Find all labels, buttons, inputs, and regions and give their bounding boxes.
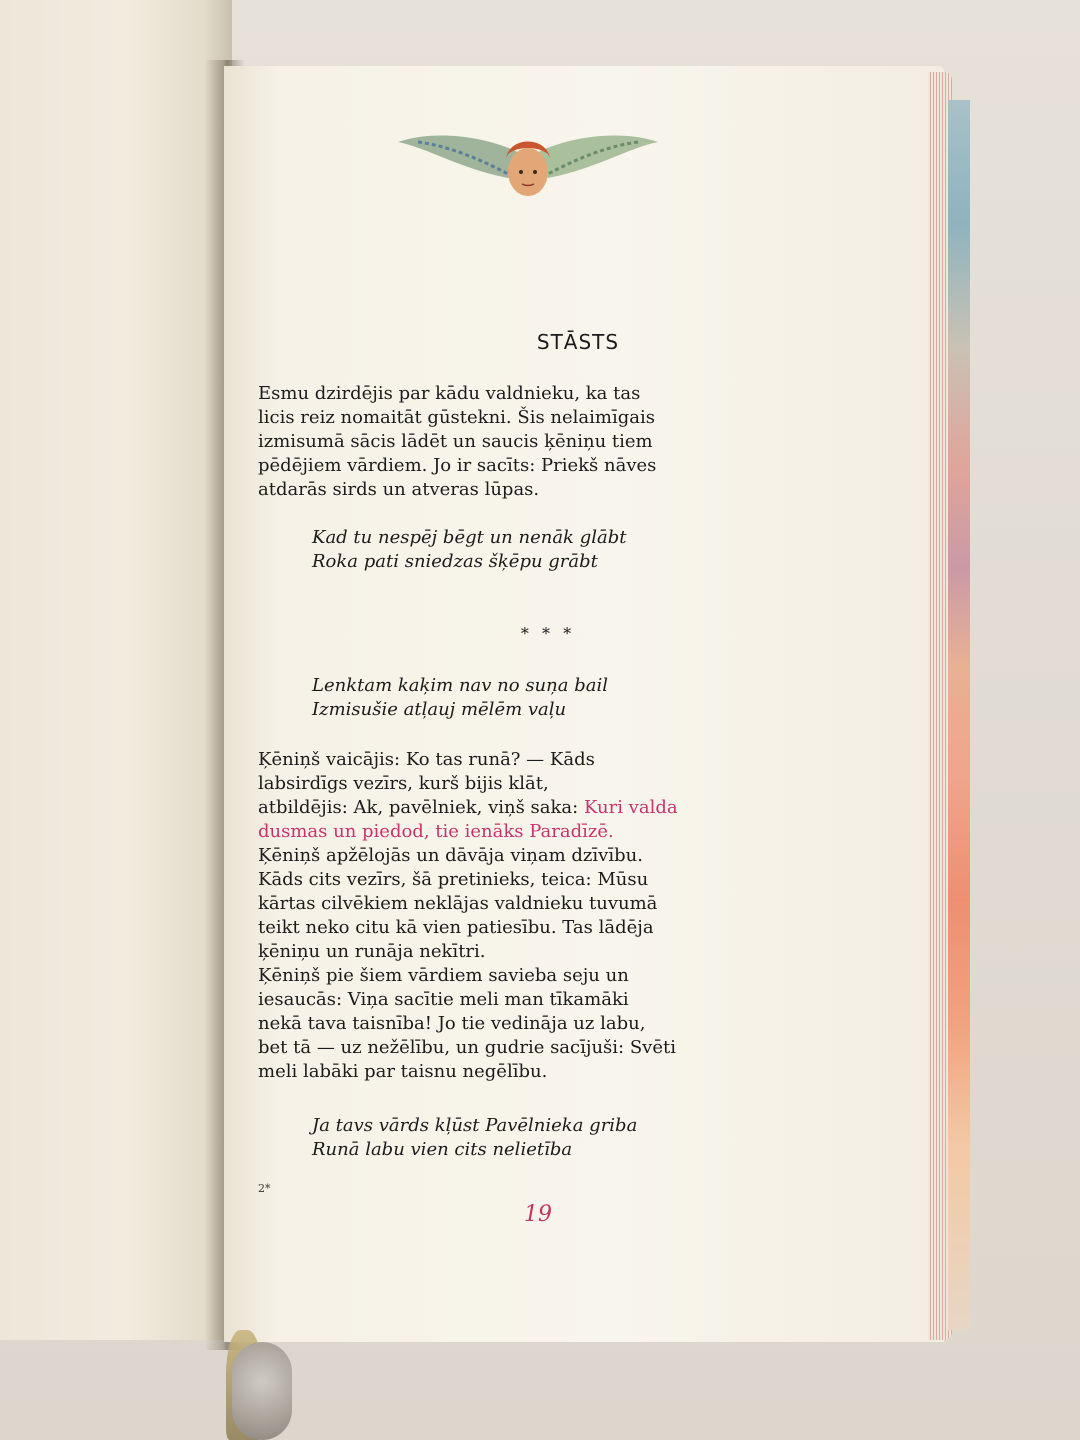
intro-paragraph bbox=[258, 382, 818, 502]
section-separator: * * * bbox=[520, 624, 576, 643]
text-line: teikt neko citu kā vien patiesību. Tas lādēja bbox=[258, 917, 654, 938]
text-line: iesaucās: Viņa sacītie meli man tīkamāki bbox=[258, 989, 629, 1010]
verse-line: Roka pati sniedzas šķēpu grābt bbox=[312, 551, 598, 572]
text-line: Ķēniņš pie šiem vārdiem savieba seju un bbox=[258, 965, 629, 986]
text-line: labsirdīgs vezīrs, kurš bijis klāt, bbox=[258, 773, 549, 794]
text-line: Ķēniņš vaicājis: Ko tas runā? — Kāds bbox=[258, 749, 595, 770]
text-line: nekā tava taisnība! Jo tie vedināja uz labu, bbox=[258, 1013, 646, 1034]
text-line: licis reiz nomaitāt gūstekni. Šis nelaimīgais bbox=[258, 407, 655, 428]
verse-line: Izmisušie atļauj mēlēm vaļu bbox=[312, 699, 567, 720]
text-line bbox=[258, 796, 818, 820]
text-line: ķēniņu un runāja nekītri. bbox=[258, 941, 486, 962]
text-line: Ķēniņš apžēlojās un dāvāja viņam dzīvību. bbox=[258, 845, 643, 866]
verse-3 bbox=[312, 1114, 772, 1162]
text-fragment: atbildējis: Ak, pavēlniek, viņš saka: bbox=[258, 797, 584, 818]
text-line: atdarās sirds un atveras lūpas. bbox=[258, 479, 540, 500]
text-line: pēdējiem vārdiem. Jo ir sacīts: Priekš nāves bbox=[258, 455, 657, 476]
text-line: Kāds cits vezīrs, šā pretinieks, teica: Mūsu bbox=[258, 869, 649, 890]
page-number: 19 bbox=[524, 1202, 552, 1227]
highlighted-text: dusmas un piedod, tie ienāks Paradīzē. bbox=[258, 821, 614, 842]
text-line: Esmu dzirdējis par kādu valdnieku, ka tas bbox=[258, 383, 641, 404]
text-line: meli labāki par taisnu negēlību. bbox=[258, 1061, 548, 1082]
verse-line: Kad tu nespēj bēgt un nenāk glābt bbox=[312, 527, 627, 548]
signature-mark: 2* bbox=[258, 1182, 271, 1195]
page-content bbox=[258, 120, 818, 1230]
page-title: STĀSTS bbox=[536, 330, 620, 354]
verse-1 bbox=[312, 526, 772, 574]
text-line: bet tā — uz nežēlību, un gudrie sacījuši: Svēti bbox=[258, 1037, 676, 1058]
highlighted-text: Kuri valda bbox=[583, 797, 678, 818]
body-paragraph bbox=[258, 748, 818, 1084]
verse-line: Ja tavs vārds kļūst Pavēlnieka griba bbox=[312, 1115, 638, 1136]
cover-edge bbox=[948, 100, 970, 1330]
winged-head-ornament bbox=[398, 128, 658, 198]
verse-line: Runā labu vien cits nelietība bbox=[312, 1139, 573, 1160]
text-line: kārtas cilvēkiem neklājas valdnieku tuvumā bbox=[258, 893, 658, 914]
bookmark-tassel bbox=[232, 1342, 292, 1440]
verse-2 bbox=[312, 674, 772, 722]
text-line: izmisumā sācis lādēt un saucis ķēniņu tiem bbox=[258, 431, 653, 452]
left-page bbox=[0, 0, 232, 1340]
verse-line: Lenktam kaķim nav no suņa bail bbox=[312, 675, 608, 696]
